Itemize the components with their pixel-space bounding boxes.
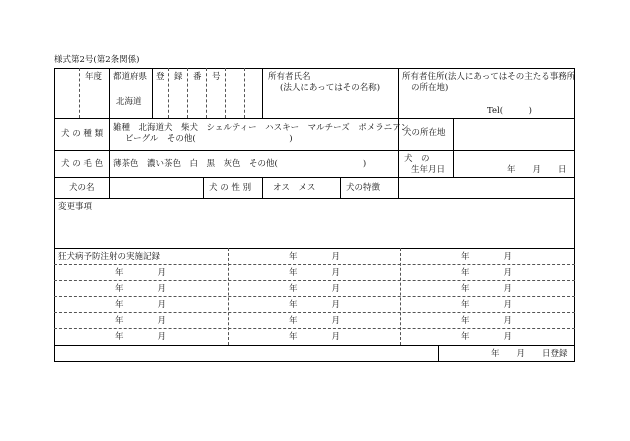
breed-label: 犬 の 種 類: [61, 129, 104, 139]
birth-date-value: 年 月 日: [507, 165, 567, 175]
row-divider: [54, 177, 575, 178]
dog-sex-label: 犬 の 性 別: [209, 183, 252, 193]
name-row-divider: [109, 177, 110, 198]
breed-options-line2: ビーグル その他( ): [125, 134, 293, 144]
vaccination-row-divider: [54, 296, 575, 297]
dog-name-label: 犬の名: [69, 183, 95, 193]
vaccination-date: 年 月: [289, 332, 341, 342]
birth-label-1: 犬 の: [404, 154, 430, 164]
header-divider: [225, 68, 226, 118]
vaccination-date: 年 月: [289, 268, 341, 278]
owner-address-note: の所在地): [411, 83, 449, 93]
name-row-divider: [340, 177, 341, 198]
prefecture-label: 都道府県: [113, 72, 148, 82]
vaccination-date: 年 月: [115, 332, 167, 342]
vaccination-date: 年 月: [115, 284, 167, 294]
header-divider: [79, 68, 80, 118]
vaccination-date: 年 月: [461, 316, 513, 326]
location-label: 犬の所在地: [403, 128, 446, 138]
registration-char: 番: [193, 72, 202, 82]
registration-date: 年 月 日登録: [491, 349, 568, 359]
vaccination-label: 狂犬病予防注射の実施記録: [58, 252, 161, 262]
header-divider: [262, 68, 263, 118]
owner-address-label: 所有者住所(法人にあってはその主たる事務所: [402, 72, 576, 82]
registration-char: 録: [174, 72, 183, 82]
header-divider: [109, 68, 110, 118]
vaccination-date: 年 月: [461, 300, 513, 310]
row-divider: [54, 150, 575, 151]
vaccination-row-divider: [54, 264, 575, 265]
breed-options-line1: 雑種 北海道犬 柴犬 シェルティー ハスキー マルチーズ ポメラニアン: [113, 123, 409, 133]
vaccination-date: 年 月: [461, 268, 513, 278]
row-divider: [54, 118, 575, 119]
name-row-divider: [203, 177, 204, 198]
vaccination-column-divider: [400, 248, 401, 345]
color-label: 犬 の 毛 色: [61, 159, 104, 169]
footer-divider: [438, 345, 439, 362]
vaccination-date: 年 月: [461, 284, 513, 294]
label-divider: [109, 118, 110, 177]
changes-label: 変更事項: [58, 202, 93, 212]
vaccination-date: 年 月: [115, 300, 167, 310]
header-divider: [168, 68, 169, 118]
vaccination-row-divider: [54, 328, 575, 329]
color-options: 薄茶色 濃い茶色 白 黒 灰色 その他( ): [113, 159, 367, 169]
registration-char: 号: [212, 72, 221, 82]
vaccination-date: 年 月: [289, 252, 341, 262]
label-divider: [453, 118, 454, 177]
header-divider: [398, 68, 399, 118]
name-row-divider: [398, 177, 399, 198]
vaccination-date: 年 月: [289, 300, 341, 310]
header-divider: [244, 68, 245, 118]
vaccination-date: 年 月: [115, 268, 167, 278]
vaccination-date: 年 月: [461, 252, 513, 262]
dog-features-label: 犬の特徴: [346, 183, 381, 193]
phone-label: Tel( ): [487, 106, 532, 116]
owner-name-label: 所有者氏名: [268, 72, 311, 82]
vaccination-row-divider: [54, 312, 575, 313]
row-divider: [54, 248, 575, 249]
header-divider: [152, 68, 153, 118]
vaccination-date: 年 月: [289, 284, 341, 294]
owner-name-note: (法人にあってはその名称): [280, 83, 381, 93]
row-divider: [54, 198, 575, 199]
row-divider: [54, 345, 575, 346]
name-row-divider: [262, 177, 263, 198]
birth-label-2: 生年月日: [411, 165, 446, 175]
vaccination-row-divider: [54, 280, 575, 281]
form-title: 様式第2号(第2条関係): [54, 55, 140, 65]
header-divider: [187, 68, 188, 118]
dog-sex-options: オス メス: [273, 183, 316, 193]
prefecture-value: 北海道: [116, 97, 142, 107]
header-divider: [206, 68, 207, 118]
vaccination-column-divider: [228, 248, 229, 345]
vaccination-date: 年 月: [461, 332, 513, 342]
vaccination-date: 年 月: [289, 316, 341, 326]
registration-char: 登: [156, 72, 165, 82]
vaccination-date: 年 月: [115, 316, 167, 326]
fiscal-year-label: 年度: [85, 72, 103, 82]
